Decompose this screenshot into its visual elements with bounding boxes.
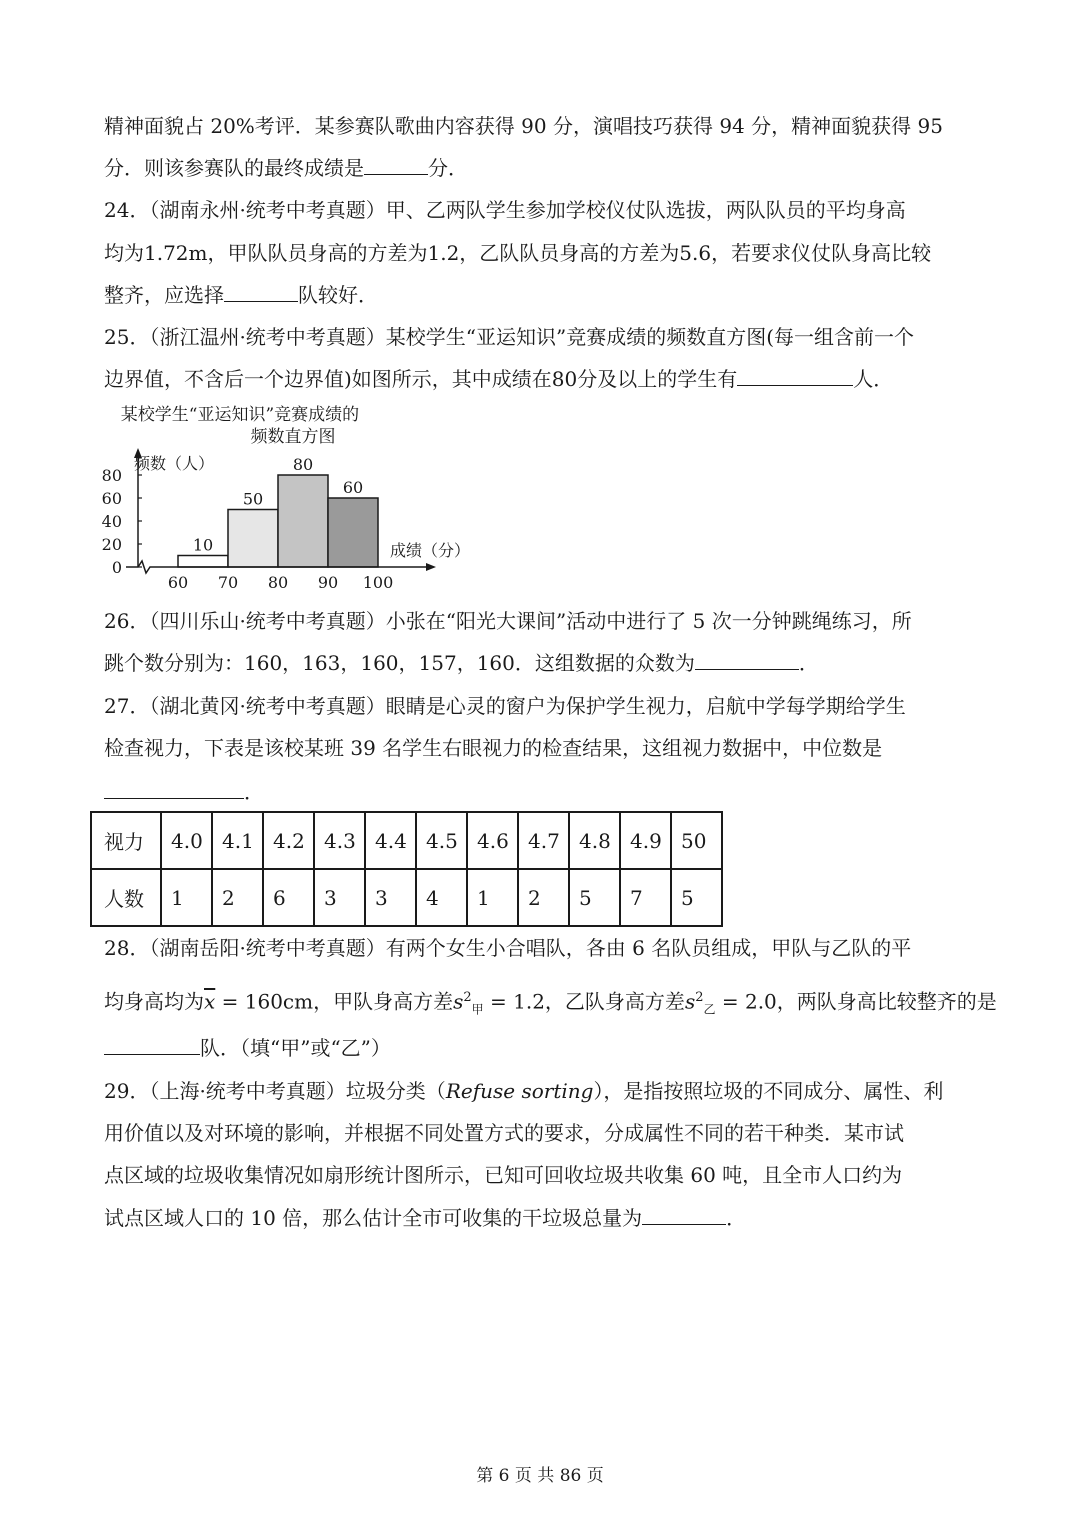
histogram-bar — [328, 498, 378, 567]
table-cell: 4.3 — [314, 812, 365, 869]
q26-line-1: 26．（四川乐山·统考中考真题）小张在“阳光大课间”活动中进行了 5 次一分钟跳绳练习，所 — [104, 609, 912, 633]
y-axis-label: 频数（人） — [134, 454, 215, 473]
q28-line-3-tail: 队．（填“甲”或“乙”） — [200, 1036, 391, 1060]
table-row — [91, 812, 722, 869]
q28-line-2-text-a: 均身高均为 — [104, 989, 204, 1014]
q29-line-4-tail: ． — [726, 1206, 747, 1230]
page-footer: 第 6 页 共 86 页 — [476, 1466, 604, 1486]
q28-line-2 — [104, 984, 997, 1024]
q23-answer-blank[interactable] — [364, 154, 428, 175]
table-header-cell: 人数 — [91, 869, 161, 926]
q25-line-2 — [104, 365, 893, 393]
bar-value-label: 10 — [192, 535, 214, 555]
q29-line-1-text-b: ），是指按照垃圾的不同成分、属性、利 — [593, 1079, 944, 1103]
q29-answer-blank[interactable] — [642, 1204, 726, 1225]
q27-line-3-tail: ． — [244, 780, 264, 804]
table-cell: 4 — [416, 869, 467, 926]
table-cell: 3 — [314, 869, 365, 926]
table-cell: 1 — [161, 869, 212, 926]
q28-line-1: 28．（湖南岳阳·统考中考真题）有两个女生小合唱队，各由 6 名队员组成，甲队与乙队的平 — [104, 936, 912, 960]
table-cell: 4.8 — [569, 812, 620, 869]
bar-value-label: 60 — [342, 478, 364, 497]
bar-value-label: 50 — [242, 489, 264, 509]
table-cell: 5 — [569, 869, 620, 926]
table-row — [91, 869, 722, 926]
q28-s-jia-sup: 2 — [463, 990, 472, 1005]
x-tick-label: 90 — [317, 573, 339, 592]
table-cell: 4.5 — [416, 812, 467, 869]
q25-line-2-tail: 人． — [853, 367, 894, 391]
table-cell: 4.2 — [263, 812, 314, 869]
x-tick-label: 60 — [167, 573, 189, 592]
histogram-bar — [278, 475, 328, 567]
table-cell: 4.4 — [365, 812, 416, 869]
table-cell: 7 — [620, 869, 671, 926]
q28-line-3 — [104, 1034, 391, 1062]
q28-s-jia-sub: 甲 — [471, 1002, 484, 1017]
table-cell: 5 — [671, 869, 722, 926]
y-tick-label: 60 — [101, 489, 122, 508]
table-cell: 2 — [212, 869, 263, 926]
x-tick-label: 70 — [217, 573, 239, 592]
q26-line-2-tail: ． — [798, 651, 819, 675]
histogram-bar — [228, 510, 278, 568]
q25-line-1: 25．（浙江温州·统考中考真题）某校学生“亚运知识”竞赛成绩的频数直方图(每一组含前一个 — [104, 325, 915, 349]
q29-refuse-sorting: Refuse sorting — [445, 1079, 594, 1103]
q29-line-1-text-a: 29．（上海·统考中考真题）垃圾分类（ — [104, 1079, 446, 1103]
histogram-bar — [178, 556, 228, 568]
q25-line-2-text: 边界值，不含后一个边界值)如图所示，其中成绩在80分及以上的学生有 — [104, 367, 738, 391]
q25-answer-blank[interactable] — [737, 365, 853, 386]
q24-line-2: 均为1.72m，甲队队员身高的方差为1.2，乙队队员身高的方差为5.6，若要求仪仗队身高比较 — [104, 241, 932, 265]
table-cell: 2 — [518, 869, 569, 926]
q28-s-jia: s — [453, 989, 464, 1014]
q27-line-1: 27．（湖北黄冈·统考中考真题）眼睛是心灵的窗户为保护学生视力，启航中学每学期给学生 — [104, 694, 906, 718]
q29-line-4-text: 试点区域人口的 10 倍，那么估计全市可收集的干垃圾总量为 — [104, 1206, 643, 1230]
q24-line-3-tail: 队较好． — [298, 283, 378, 307]
x-tick-label: 100 — [362, 573, 394, 592]
q29-line-2: 用价值以及对环境的影响，并根据不同处置方式的要求，分成属性不同的若干种类．某市试 — [104, 1121, 904, 1145]
q28-s-yi: s — [684, 989, 696, 1014]
q24-line-1: 24．（湖南永州·统考中考真题）甲、乙两队学生参加学校仪仗队选拔，两队队员的平均身高 — [104, 198, 906, 222]
y-tick-label: 40 — [101, 512, 122, 531]
q24-line-3 — [104, 281, 378, 309]
y-tick-label: 0 — [111, 558, 122, 577]
vision-table — [90, 811, 723, 927]
q28-line-2-text-d: = 2.0，两队身高比较整齐的是 — [715, 989, 997, 1014]
x-axis-arrow — [426, 563, 436, 571]
q28-s-yi-sup: 2 — [695, 990, 704, 1005]
y-tick-label: 20 — [101, 535, 122, 554]
table-cell: 6 — [263, 869, 314, 926]
table-cell: 4.7 — [518, 812, 569, 869]
q26-answer-blank[interactable] — [695, 649, 799, 670]
q23-line-2-text: 分．则该参赛队的最终成绩是 — [104, 156, 364, 180]
q28-line-2-text-b: = 160cm，甲队身高方差 — [215, 989, 454, 1014]
x-tick-label: 80 — [267, 573, 289, 592]
table-cell: 4.6 — [467, 812, 518, 869]
table-header-cell: 视力 — [91, 812, 161, 869]
q28-xbar: $\overline{x}$ — [204, 989, 216, 1014]
q23-line-1: 精神面貌占 20%考评．某参赛队歌曲内容获得 90 分，演唱技巧获得 94 分，精神面貌获得 95 — [104, 114, 943, 138]
table-cell: 1 — [467, 869, 518, 926]
chart-title-line-2: 频数直方图 — [250, 427, 336, 447]
q24-line-3-text: 整齐，应选择 — [104, 283, 224, 307]
q26-line-2-text: 跳个数分别为：160，163，160，157，160．这组数据的众数为 — [104, 651, 695, 675]
q29-line-3: 点区域的垃圾收集情况如扇形统计图所示，已知可回收垃圾共收集 60 吨，且全市人口约为 — [104, 1163, 903, 1187]
q23-line-2-tail: 分． — [428, 156, 468, 180]
q28-s-yi-sub: 乙 — [703, 1002, 716, 1017]
bar-value-label: 80 — [292, 455, 314, 474]
q28-line-2-text-c: = 1.2，乙队身高方差 — [483, 989, 685, 1014]
q27-line-2: 检查视力，下表是该校某班 39 名学生右眼视力的检查结果，这组视力数据中，中位数是 — [104, 736, 883, 760]
q28-answer-blank[interactable] — [104, 1034, 200, 1055]
x-axis-label: 成绩（分） — [390, 541, 471, 560]
q27-answer-blank[interactable] — [104, 778, 244, 799]
q29-line-1 — [104, 1077, 943, 1105]
q24-answer-blank[interactable] — [224, 281, 298, 302]
table-cell: 4.9 — [620, 812, 671, 869]
table-cell: 3 — [365, 869, 416, 926]
table-cell: 50 — [671, 812, 722, 869]
chart-title-line-1: 某校学生“亚运知识”竞赛成绩的 — [120, 405, 360, 425]
q26-line-2 — [104, 649, 819, 677]
table-cell: 4.1 — [212, 812, 263, 869]
q27-line-3 — [104, 778, 264, 806]
histogram-chart — [96, 400, 496, 600]
q23-line-2 — [104, 154, 468, 182]
y-tick-label: 80 — [101, 466, 122, 485]
q29-line-4 — [104, 1204, 746, 1232]
table-cell: 4.0 — [161, 812, 212, 869]
